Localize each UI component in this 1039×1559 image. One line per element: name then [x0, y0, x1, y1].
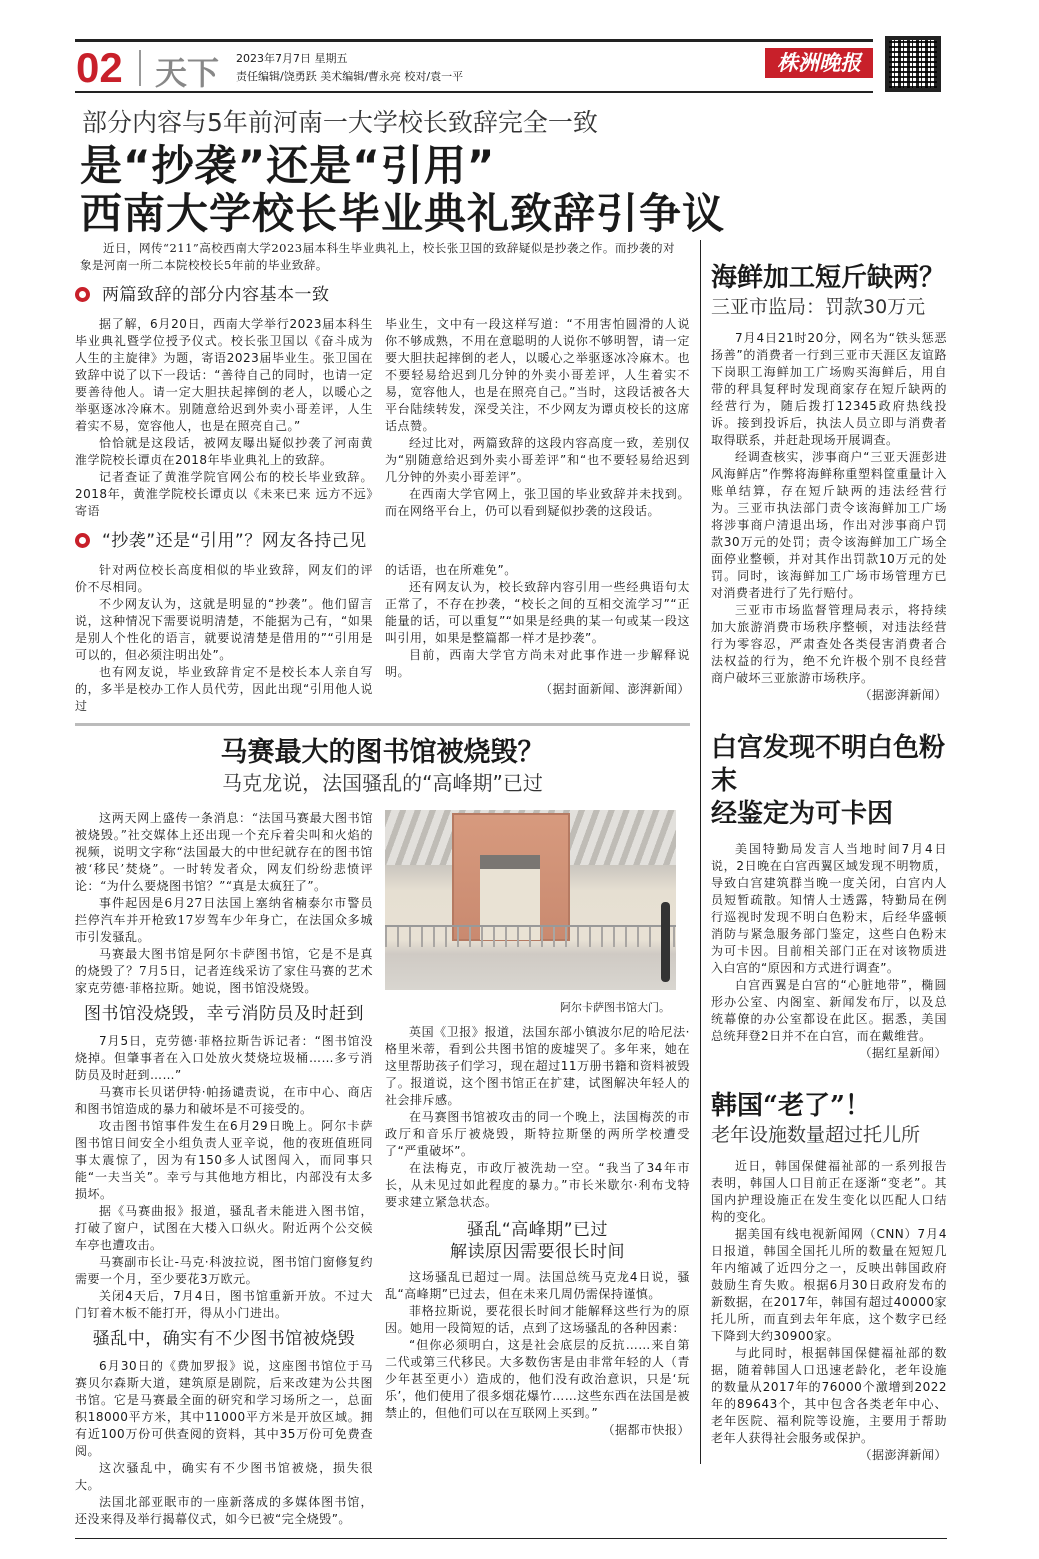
- paragraph: 在西南大学官网上，张卫国的毕业致辞并未找到。而在网络平台上，仍可以看到疑似抄袭的这段话。: [385, 487, 690, 518]
- paragraph: 6月30日的《费加罗报》说，这座图书馆位于马赛贝尔森斯大道，建筑原是剧院，后来改建为公共图书馆。它是马赛最全面的研究和学习场所之一，总面积18000平方米，其中11000平方米是开放区域。拥有近100万份可供查阅的资料，其中35万份可免费查阅。: [75, 1359, 373, 1458]
- seafood-body: [711, 330, 947, 704]
- paragraph: “但你必须明白，这是社会底层的反抗……来自第二代或第三代移民。大多数伤害是由非常年轻的人（青少年甚至更小）造成的，他们没有政治意识，只是‘玩乐’，他们使用了很多烟花爆竹……这些东西在法国是被禁止的，但他们可以在互联网上买到。”: [385, 1338, 690, 1420]
- lead-s2-col2: [385, 562, 690, 698]
- lead-kicker: 部分内容与5年前河南一大学校长致辞完全一致: [82, 108, 598, 137]
- paragraph: 还有网友认为，校长致辞内容引用一些经典语句太正常了，不存在抄袭，“校长之间的互相交流学习”“正能量的话，可以重复”“如果是经典的某一句或某一段这叫引用，如果是整篇都一样才是抄袭”。: [385, 580, 690, 645]
- paragraph: 针对两位校长高度相似的毕业致辞，网友们的评价不尽相同。: [75, 563, 373, 594]
- text: 骚乱“高峰期”已过: [466, 1220, 609, 1240]
- paragraph: 美国特勤局发言人当地时间7月4日说，2日晚在白宫西翼区域发现不明物质，导致白宫建筑群当晚一度关闭，白宫内人员短暂疏散。知情人士透露，特勤局在例行巡视时发现不明白色粉末，后经华盛顿消防与紧急服务部门鉴定，这些白色粉末为可卡因。目前相关部门正在对该物质进入白宫的“原因和方式进行调查”。: [711, 842, 947, 975]
- left-area: [75, 240, 690, 1528]
- bullet-circle-icon: [75, 533, 90, 548]
- issue-date: 2023年7月7日 星期五: [236, 52, 348, 65]
- text: 解读原因需要很长时间: [450, 1242, 625, 1262]
- library-subtitle: 马克龙说，法国骚乱的“高峰期”已过: [222, 771, 543, 795]
- paragraph: 马赛市长贝诺伊特·帕扬谴责说，在市中心、商店和图书馆造成的暴力和破坏是不可接受的。: [75, 1085, 373, 1116]
- paragraph: 攻击图书馆事件发生在6月29日晚上。阿尔卡萨图书馆日间安全小组负责人亚辛说，他的夜班值班同事太震惊了，因为有150多人试图闯入，而同事只能“一夫当关”。幸亏与其他地方相比，内部没有太多损坏。: [75, 1119, 373, 1201]
- paragraph: 关闭4天后，7月4日，图书馆重新开放。不过大门钉着木板不能打开，得从小门进出。: [75, 1289, 373, 1320]
- paragraph: 在马赛图书馆被攻击的同一个晚上，法国梅茨的市政厅和音乐厅被烧毁，斯特拉斯堡的两所学校遭受了“严重破坏”。: [385, 1110, 690, 1158]
- library-subhead-1: 图书馆没烧毁，幸亏消防员及时赶到: [84, 1004, 364, 1024]
- paragraph: 经调查核实，涉事商户“三亚天涯彭进风海鲜店”作弊将海鲜称重塑料筐重量计入账单结算，存在短斤缺两的违法经营行为。三亚市执法部门责令该海鲜加工广场将涉事商户清退出场，作出对涉事商户罚款30万元的处罚；责令该海鲜加工广场全面停业整顿，并对其作出罚款10万元的处罚。同时，该海鲜加工广场市场管理方已对消费者进行了先行赔付。: [711, 450, 947, 600]
- text: 的话语，也在所难免”。: [385, 563, 517, 577]
- library-entrance-photo: [385, 810, 676, 990]
- paragraph: 马赛副市长让-马克·科波拉说，图书馆门窗修复约需要一个月，至少要花3万欧元。: [75, 1255, 373, 1286]
- text: （据澎湃新闻）: [859, 688, 947, 702]
- text: （据澎湃新闻）: [859, 1448, 947, 1462]
- lead-source: （据封面新闻、澎湃新闻）: [539, 682, 690, 696]
- header-top-rule: [75, 39, 873, 42]
- header-divider: [139, 50, 141, 86]
- section-divider: [75, 723, 690, 726]
- paragraph: 7月5日，克劳德·菲格拉斯告诉记者：“图书馆没烧掉。但肇事者在入口处放火焚烧垃圾桶……多亏消防员及时赶到……”: [75, 1034, 373, 1082]
- paragraph: 也有网友说，毕业致辞肯定不是校长本人亲自写的，多半是校办工作人员代劳，因此出现“引用他人说过: [75, 665, 373, 713]
- page-number: 02: [76, 44, 123, 91]
- lead-intro: [75, 240, 675, 274]
- paragraph: 7月4日21时20分，网名为“铁头惩恶扬善”的消费者一行到三亚市天涯区友谊路下岗职工海鲜加工广场购买海鲜后，用自带的秤具复秤时发现商家存在短斤缺两的经营行为，随后拨打12345政府热线投诉。接到投诉后，执法人员立即与消费者取得联系，并赶赴现场开展调查。: [711, 331, 947, 447]
- paragraph: 马赛最大图书馆是阿尔卡萨图书馆，它是不是真的烧毁了？7月5日，记者连线采访了家住马赛的艺术家克劳德·菲格拉斯。她说，图书馆没烧毁。: [75, 947, 373, 995]
- library-subhead-2: 骚乱中，确实有不少图书馆被烧毁: [92, 1329, 356, 1349]
- seafood-title: 海鲜加工短斤缺两？: [711, 263, 946, 293]
- library-source: （据都市快报）: [602, 1423, 690, 1437]
- paragraph: 这两天网上盛传一条消息：“法国马赛最大图书馆被烧毁。”社交媒体上还出现一个充斥着尖叫和火焰的视频，说明文字称“法国最大的中世纪就存在的图书馆被‘移民’焚烧”。一时转发者众，网友们纷纷悲愤评论：“为什么要烧图书馆？”“真是太疯狂了”。: [75, 811, 373, 893]
- photo-caption: 阿尔卡萨图书馆大门。: [560, 1001, 670, 1014]
- paragraph: 近日，韩国保健福祉部的一系列报告表明，韩国人口目前正在逐渐“变老”。其国内护理设施正在发生变化以匹配人口结构的变化。: [711, 1159, 947, 1224]
- qr-code: [885, 36, 941, 92]
- lead-s1-col2: [385, 316, 690, 520]
- korea-title: 韩国“老了”！: [711, 1091, 871, 1121]
- korea-subtitle: 老年设施数量超过托儿所: [711, 1124, 921, 1146]
- paragraph: 恰恰就是这段话，被网友曝出疑似抄袭了河南黄淮学院校长谭贞在2018年毕业典礼上的致辞。: [75, 436, 373, 467]
- paragraph: 在法梅克，市政厅被洗劫一空。“我当了34年市长，从未见过如此程度的暴力。”市长米歇尔·利布戈特要求建立紧急状态。: [385, 1161, 690, 1209]
- paragraph: 这场骚乱已超过一周。法国总统马克龙4日说，骚乱“高峰期”已过去，但在未来几周仍需保持谨慎。: [385, 1270, 690, 1301]
- lead-title-line2: 西南大学校长毕业典礼致辞引争议: [80, 189, 726, 238]
- text: 两篇致辞的部分内容基本一致: [102, 285, 330, 305]
- library-col1: [75, 810, 373, 1528]
- paragraph: 法国北部亚眠市的一座新落成的多媒体图书馆，还没来得及举行揭幕仪式，如今已被“完全烧毁”。: [75, 1495, 373, 1526]
- library-subhead-3: [385, 1219, 690, 1263]
- korea-body: [711, 1158, 947, 1464]
- paragraph: 据了解，6月20日，西南大学举行2023届本科生毕业典礼暨学位授予仪式。校长张卫国以《奋斗成为人生的主旋律》为题，寄语2023届毕业生。张卫国在致辞中说了以下一段话：“善待自己的同时，也请一定要善待他人。请一定大胆扶起摔倒的老人，以暖心之举驱逐冰冷麻木。别随意给迟到外卖小哥差评，人生着实不易，宽容他人，也是在照亮自己。”: [75, 317, 373, 433]
- library-title: 马赛最大的图书馆被烧毁？: [220, 737, 545, 768]
- paragraph: 据《马赛曲报》报道，骚乱者未能进入图书馆，打破了窗户，试图在大楼入口纵火。附近两个公交候车亭也遭攻击。: [75, 1204, 373, 1252]
- lead-s1-col1: [75, 316, 373, 520]
- paragraph: 菲格拉斯说，要花很长时间才能解释这些行为的原因。她用一段简短的话，点到了这场骚乱的各种因素：: [385, 1304, 690, 1335]
- paragraph: 三亚市市场监督管理局表示，将持续加大旅游消费市场秩序整顿，对违法经营行为零容忍，严肃查处各类侵害消费者合法权益的行为，绝不允许极个别不良经营商户破坏三亚旅游市场秩序。: [711, 603, 947, 685]
- newspaper-logo: 株洲晚报: [765, 48, 873, 78]
- text: 白宫发现不明白色粉末: [711, 733, 946, 796]
- paragraph: 据美国有线电视新闻网（CNN）7月4日报道，韩国全国托儿所的数量在短短几年内缩减了近四分之一，反映出韩国政府鼓励生育失败。根据6月30日政府发布的新数据，在2017年，韩国有超过40000家托儿所，而直到去年年底，这个数字已经下降到大约30900家。: [711, 1227, 947, 1343]
- text: “抄袭”还是“引用”？网友各持己见: [102, 531, 367, 551]
- library-col2: [385, 810, 690, 1439]
- lead-s2-col1: [75, 562, 373, 715]
- page-body: [75, 240, 947, 1539]
- paragraph: 白宫西翼是白宫的“心脏地带”，椭圆形办公室、内阁室、新闻发布厅，以及总统幕僚的办公室都设在此区。据悉，美国总统拜登2日并不在白宫，而在戴维营。: [711, 978, 947, 1043]
- text: 毕业生，文中有一段这样写道：“不用害怕圆滑的人说你不够成熟，不用在意聪明的人说你不够明智，请一定要大胆扶起摔倒的老人，以暖心之举驱逐冰冷麻木。也不要轻易给迟到几分钟的外卖小哥差评，人生着实不易，宽容他人，也是在照亮自己。”当时，这段话被各大平台陆续转发，深受关注，不少网友为谭贞校长的这席话点赞。: [385, 317, 690, 433]
- editor-credits: 责任编辑/饶勇跃 美术编辑/曹永亮 校对/袁一平: [236, 70, 464, 83]
- right-area: [700, 240, 947, 1464]
- paragraph: 不少网友认为，这就是明显的“抄袭”。他们留言说，这种情况下需要说明清楚，不能据为己有，“如果是别人个性化的语言，就要说清楚是借用的”“引用是可以的，但必须注明出处”。: [75, 597, 373, 662]
- lead-subhead-1: [75, 284, 690, 306]
- bullet-circle-icon: [75, 287, 90, 302]
- text: 经鉴定为可卡因: [711, 799, 894, 829]
- whitehouse-title: [711, 732, 947, 831]
- section-name: 天下: [155, 54, 220, 92]
- lead-title-line1: 是“抄袭”还是“引用”: [80, 141, 496, 190]
- text: 近日，网传“211”高校西南大学2023届本科生毕业典礼上，校长张卫国的致辞疑似是抄袭之作。而抄袭的对象是河南一所二本院校校长5年前的毕业致辞。: [80, 241, 675, 272]
- paragraph: 记者查证了黄淮学院官网公布的校长毕业致辞。2018年，黄淮学院校长谭贞以《未来已来 远方不远》寄语: [75, 470, 373, 518]
- paragraph: 这次骚乱中，确实有不少图书馆被烧，损失很大。: [75, 1461, 373, 1492]
- whitehouse-body: [711, 841, 947, 1062]
- text: （据红星新闻）: [859, 1046, 947, 1060]
- paragraph: 目前，西南大学官方尚未对此事作进一步解释说明。: [385, 648, 690, 679]
- seafood-subtitle: 三亚市监局：罚款30万元: [711, 296, 926, 318]
- paragraph: 与此同时，根据韩国保健福祉部的数据，随着韩国人口迅速老龄化，老年设施的数量从2017年的76000个激增到2022年的89643个，其中包含各类老年中心、老年医院、福利院等设施，主要用于帮助老年人获得社会服务或保护。: [711, 1346, 947, 1445]
- lead-subhead-2: [75, 530, 690, 552]
- paragraph: 经过比对，两篇致辞的这段内容高度一致，差别仅为“别随意给迟到外卖小哥差评”和“也不要轻易给迟到几分钟的外卖小哥差评”。: [385, 436, 690, 484]
- paragraph: 英国《卫报》报道，法国东部小镇波尔尼的哈尼法·格里米蒂，看到公共图书馆的废墟哭了。多年来，她在这里帮助孩子们学习，现在超过11万册书籍和资料被毁了。报道说，这个图书馆正在扩建，试图解决年轻人的社会排斥感。: [385, 1025, 690, 1107]
- paragraph: 事件起因是6月27日法国上塞纳省楠泰尔市警员拦停汽车并开枪致17岁驾车少年身亡，在法国众多城市引发骚乱。: [75, 896, 373, 944]
